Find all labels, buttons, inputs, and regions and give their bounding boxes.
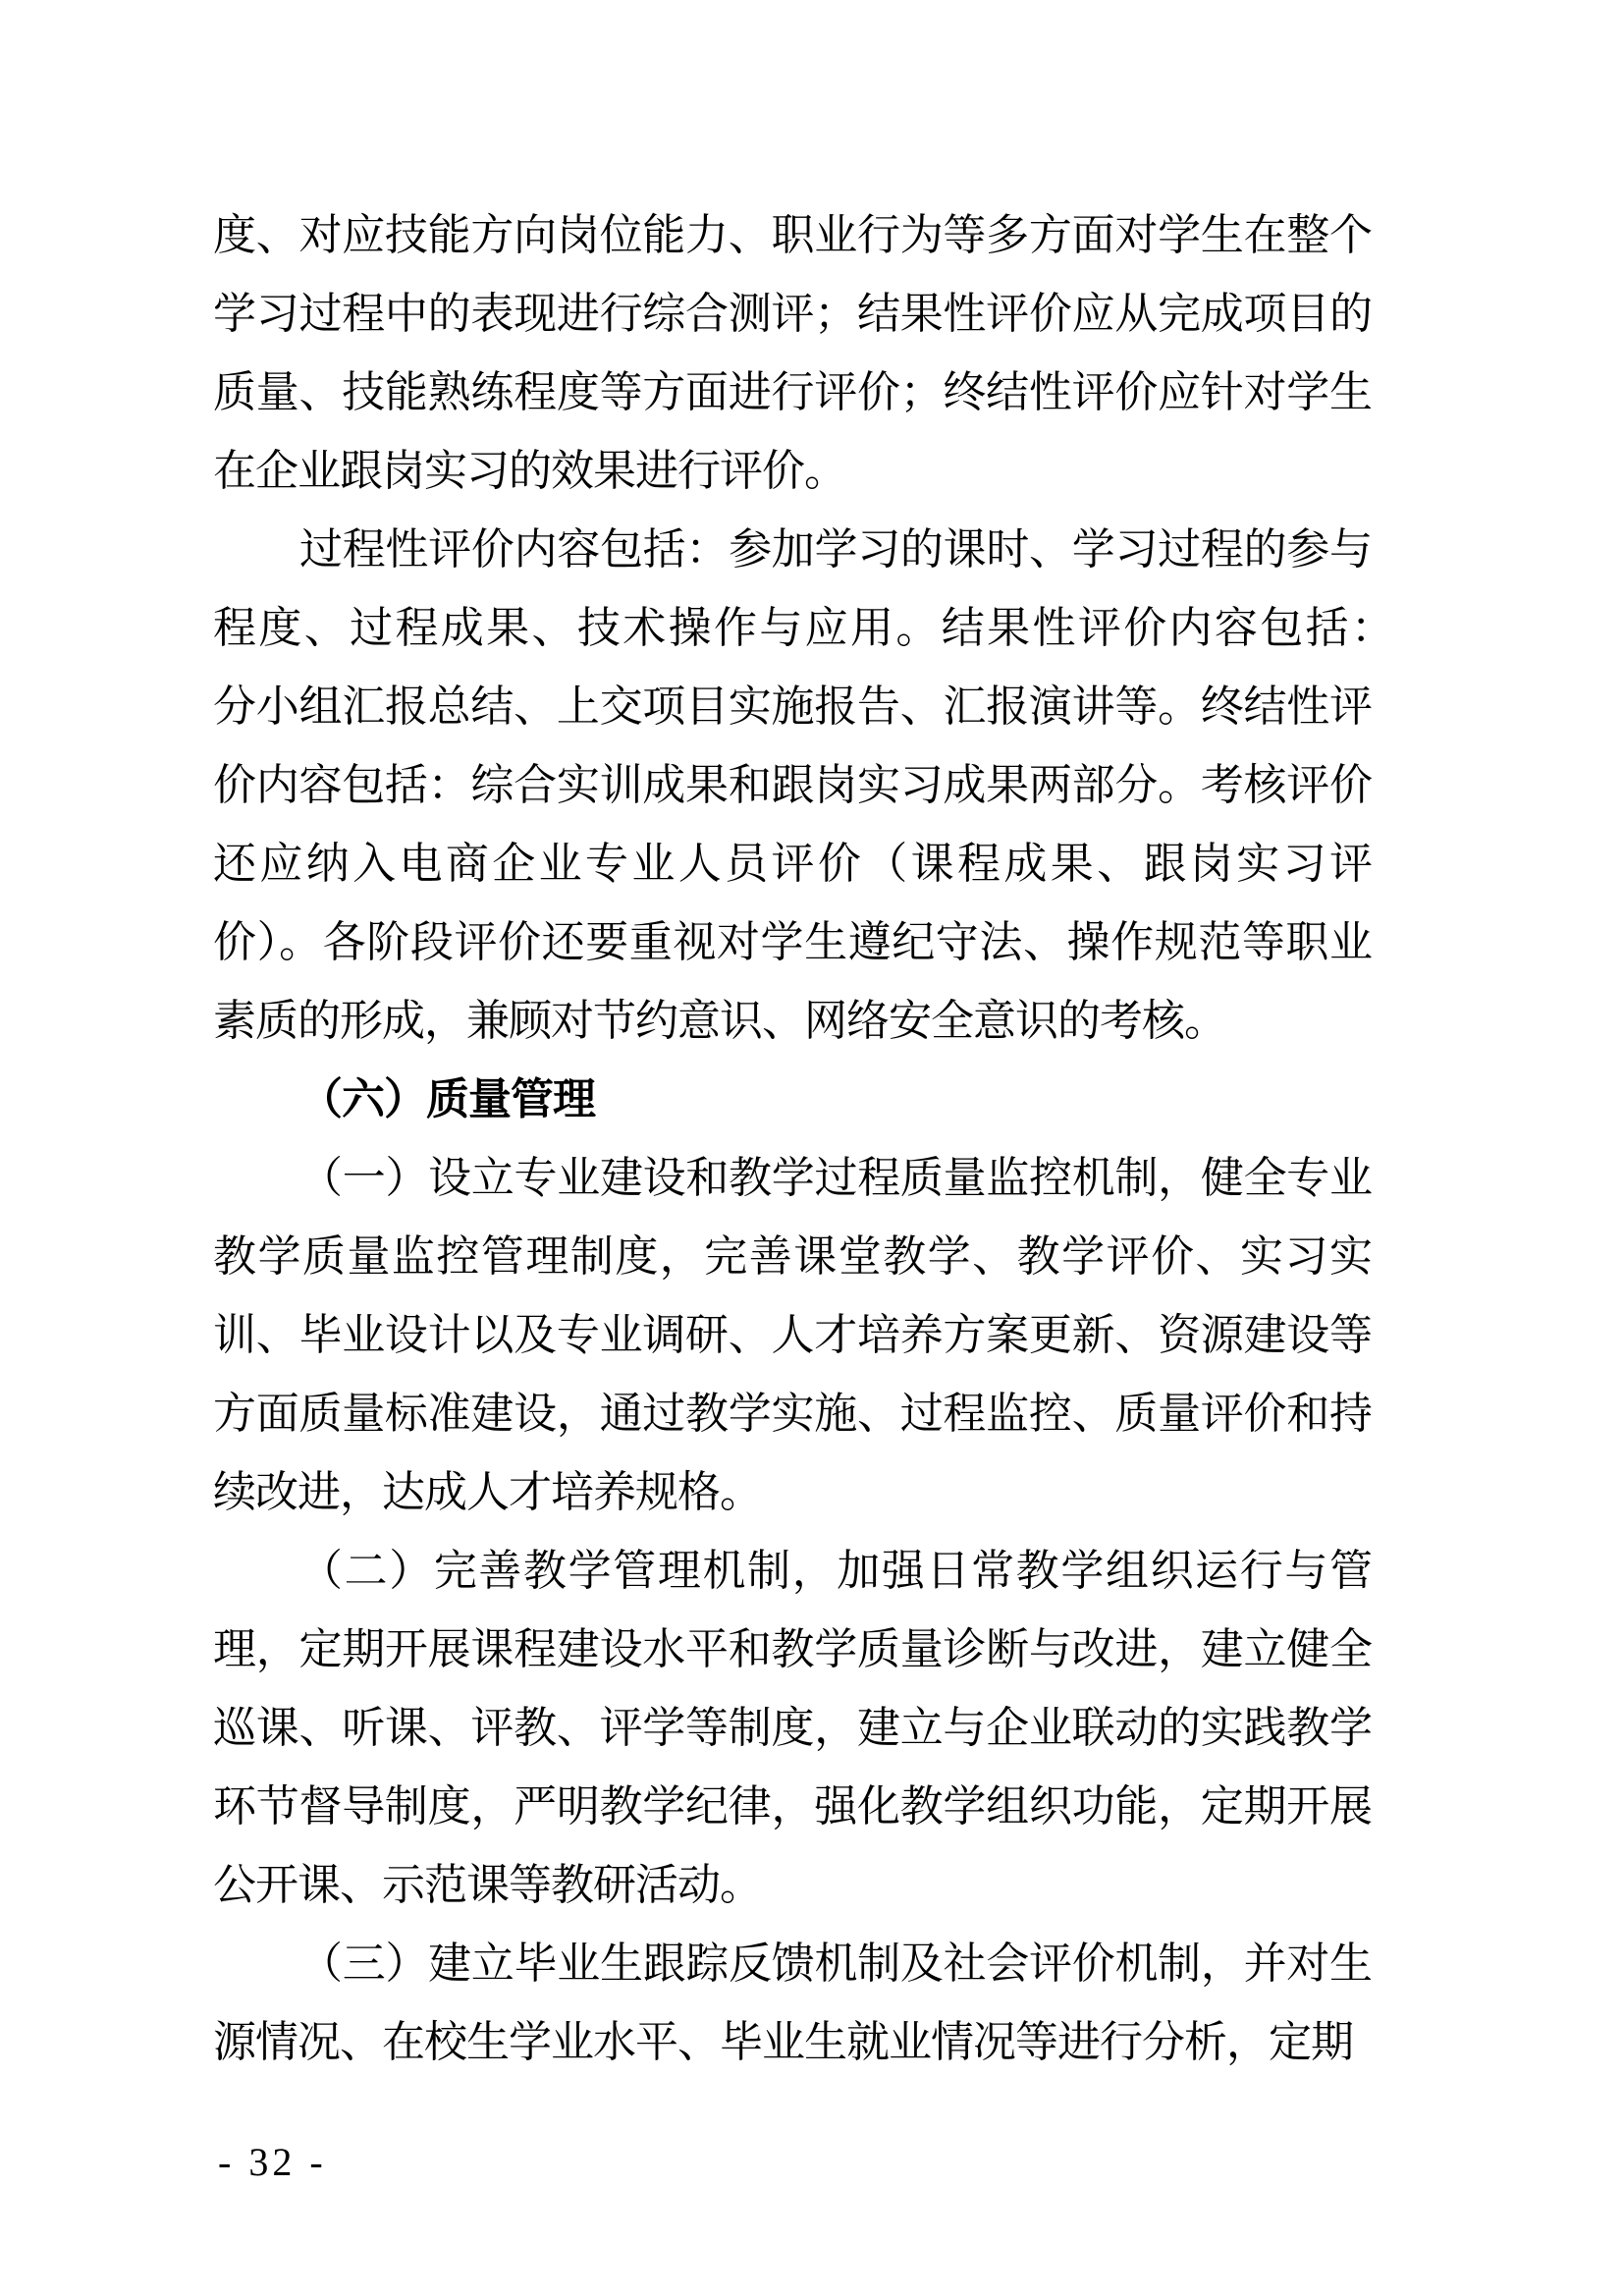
paragraph-evaluation-continuation: 度、对应技能方向岗位能力、职业行为等多方面对学生在整个学习过程中的表现进行综合测评；结果性评价应从完成项目的质量、技能熟练程度等方面进行评价；终结性评价应针对学生在企业跟岗实习的效果进行评价。 (213, 211, 1372, 495)
heading-quality-management: （六）质量管理 (299, 1075, 595, 1123)
page-number: - 32 - (218, 2140, 327, 2184)
paragraph-item-two: （二）完善教学管理机制，加强日常教学组织运行与管理，定期开展课程建设水平和教学质量诊断与改进，建立健全巡课、听课、评教、评学等制度，建立与企业联动的实践教学环节督导制度，严明教学纪律，强化教学组织功能，定期开展公开课、示范课等教研活动。 (213, 1547, 1372, 1909)
paragraph-evaluation-content: 过程性评价内容包括：参加学习的课时、学习过程的参与程度、过程成果、技术操作与应用。结果性评价内容包括： 分小组汇报总结、上交项目实施报告、汇报演讲等。终结性评价内容包括：综合实训成果和跟岗实习成果两部分。考核评价还应纳入电商企业专业人员评价（课程成果、跟岗实习评价）。各阶段评价还要重视对学生遵纪守法、操作规范等职业素质的形成，兼顾对节约意识、网络安全意识的考核。 (213, 525, 1414, 1045)
document-body (213, 196, 1414, 2082)
paragraph-item-three: （三）建立毕业生跟踪反馈机制及社会评价机制，并对生源情况、在校生学业水平、毕业生就业情况等进行分析，定期 (213, 1940, 1372, 2066)
paragraph-item-one: （一）设立专业建设和教学过程质量监控机制，健全专业教学质量监控管理制度，完善课堂教学、教学评价、实习实训、毕业设计以及专业调研、人才培养方案更新、资源建设等方面质量标准建设，通过教学实施、过程监控、质量评价和持续改进，达成人才培养规格。 (213, 1154, 1372, 1516)
